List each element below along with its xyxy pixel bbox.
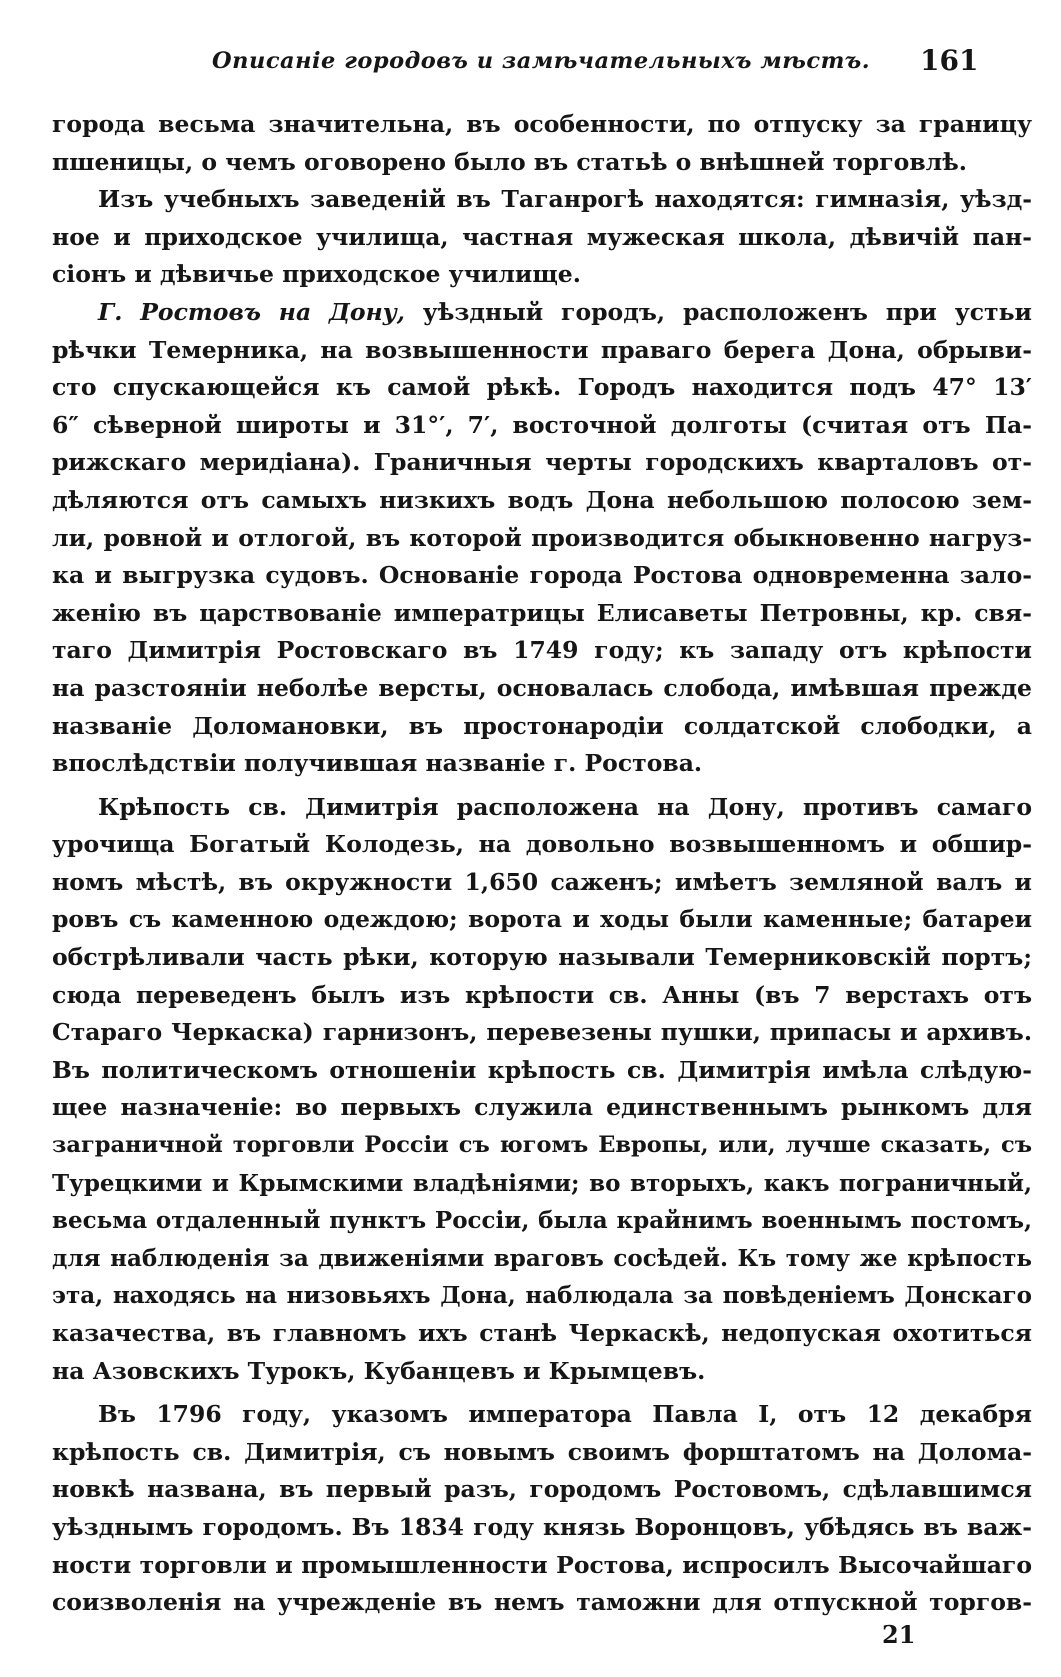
text-line: сто спускающейся къ самой рѣкѣ. Городъ находится подъ 47° 13′ xyxy=(52,373,1032,402)
paragraph-2 xyxy=(52,181,1032,294)
page-number: 161 xyxy=(920,44,979,77)
text-line: пшеницы, о чемъ оговорено было въ статьѣ о внѣшней торговлѣ. xyxy=(52,147,967,176)
text-line: крѣпость св. Димитрія, съ новымъ своимъ форштатомъ на Доломa- xyxy=(52,1437,1032,1466)
text-line: города весьма значительна, въ особенности, по отпуску за границу xyxy=(52,110,1032,138)
running-title: Описаніе городовъ и замѣчательныхъ мѣстъ. xyxy=(212,48,871,74)
text-line: названіе Доломановки, въ простонародіи солдатской слободки, а xyxy=(52,711,1032,740)
text-line: Турецкими и Крымскими владѣніями; во вторыхъ, какъ пограничный, xyxy=(52,1169,1032,1197)
text-fragment: уѣздный городъ, расположенъ при устьи xyxy=(422,297,1032,326)
paragraph-4 xyxy=(52,789,1032,1391)
text-line: Въ 1796 году, указомъ императора Павла I, отъ 12 декабря xyxy=(98,1400,1032,1429)
text-line: ка и выгрузка судовъ. Основаніе города Ростова одновременна зало- xyxy=(52,561,1032,590)
text-line: весьма отдаленный пунктъ Россіи, была крайнимъ военнымъ постомъ, xyxy=(52,1207,1032,1235)
text-line: сіонъ и дѣвичье приходское училище. xyxy=(52,260,581,289)
text-line: номъ мѣстѣ, въ окружности 1,650 саженъ; имѣетъ земляной валъ и xyxy=(52,867,1032,896)
text-line: новкѣ названа, въ первый разъ, городомъ Ростовомъ, сдѣлавшимся xyxy=(52,1475,1032,1504)
text-line: Изъ учебныхъ заведеній въ Таганрогѣ находятся: гимназія, уѣзд- xyxy=(98,185,1032,214)
text-line: ное и приходское училища, частная мужеская школа, дѣвичій пан- xyxy=(52,222,1032,251)
text-line: сюда переведенъ былъ изъ крѣпости св. Анны (въ 7 верстахъ отъ xyxy=(52,980,1032,1009)
text-line: Въ политическомъ отношеніи крѣпость св. Димитрія имѣла слѣдую- xyxy=(52,1055,1032,1084)
paragraph-5 xyxy=(52,1396,1032,1622)
rostov-heading: Г. Ростовъ на Дону, xyxy=(98,297,405,326)
text-line: обстрѣливали часть рѣки, которую называли Темерниковскій портъ; xyxy=(52,943,1032,972)
text-line: заграничной торговли Россіи съ югомъ Европы, или, лучше сказать, съ xyxy=(52,1132,1032,1159)
text-line: ности торговли и промышленности Ростова, испросилъ Высочайшаго xyxy=(52,1550,1032,1579)
signature-mark: 21 xyxy=(882,1620,916,1649)
paragraph-3 xyxy=(52,294,1032,783)
text-line: рѣчки Темерника, на возвышенности праваго берега Дона, обрыви- xyxy=(52,335,1032,364)
text-line: Стараго Черкаска) гарнизонъ, перевезены пушки, припасы и архивъ. xyxy=(52,1018,1032,1047)
text-line: на Азовскихъ Турокъ, Кубанцевъ и Крымцевъ. xyxy=(52,1356,706,1385)
text-line: дѣляются отъ самыхъ низкихъ водъ Дона небольшою полосою зем- xyxy=(52,485,1032,514)
paragraph-1 xyxy=(52,106,1032,181)
text-line: женію въ царствованіе императрицы Елисаветы Петровны, кр. свя- xyxy=(52,598,1032,627)
text-line: 6″ сѣверной широты и 31°′, 7′, восточной долготы (считая отъ Па- xyxy=(52,410,1032,439)
text-line: соизволенія на учрежденіе въ немъ таможни для отпускной торгов- xyxy=(52,1588,1032,1617)
text-line: Крѣпость св. Димитрія расположена на Дону, противъ самаго xyxy=(98,792,1032,821)
text-line: щее назначеніе: во первыхъ служила единственнымъ рынкомъ для xyxy=(52,1093,1032,1122)
text-line: ровъ съ каменною одеждою; ворота и ходы были каменные; батареи xyxy=(52,905,1032,934)
text-line: на разстояніи неболѣе версты, основалась слобода, имѣвшая прежде xyxy=(52,673,1032,702)
text-line: для наблюденія за движеніями враговъ сосѣдей. Къ тому же крѣпость xyxy=(52,1244,1032,1272)
text-line: впослѣдствіи получившая названіе г. Ростова. xyxy=(52,749,703,778)
text-line: казачества, въ главномъ ихъ станѣ Черкаскѣ, недопуская охотиться xyxy=(52,1319,1032,1347)
text-line: таго Димитрія Ростовскаго въ 1749 году; къ западу отъ крѣпости xyxy=(52,636,1032,665)
text-line xyxy=(52,294,1032,332)
text-line: ли, ровной и отлогой, въ которой производится обыкновенно нагруз- xyxy=(52,523,1032,552)
page-header xyxy=(0,44,1061,84)
text-line: урочища Богатый Колодезь, на довольно возвышенномъ и обшир- xyxy=(52,830,1032,859)
body-text xyxy=(52,106,1032,1622)
text-line: рижскаго меридіана). Граничныя черты городскихъ кварталовъ от- xyxy=(52,448,1032,477)
text-line: эта, находясь на низовьяхъ Дона, наблюдала за повѣденіемъ Донскаго xyxy=(52,1282,1032,1310)
text-line: уѣзднымъ городомъ. Въ 1834 году князь Воронцовъ, убѣдясь въ важ- xyxy=(52,1512,1032,1541)
